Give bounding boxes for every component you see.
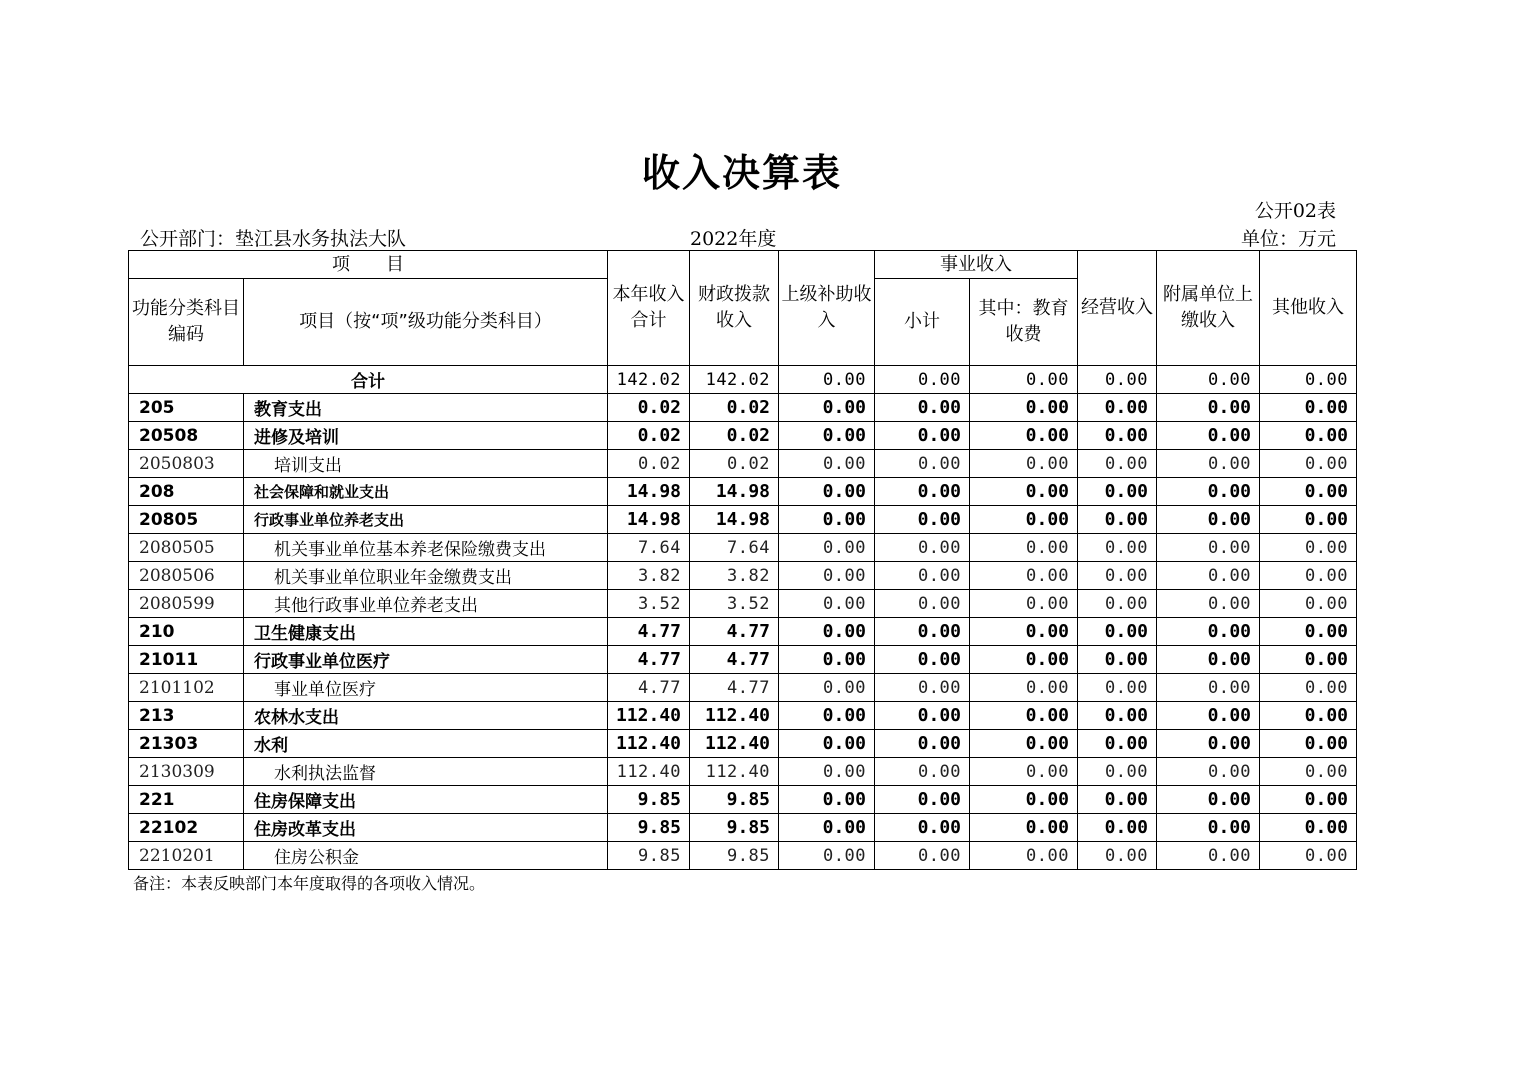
table-row xyxy=(129,562,1357,590)
row-value: 0.00 xyxy=(875,562,970,590)
row-value: 4.77 xyxy=(690,674,779,702)
total-value: 0.00 xyxy=(970,366,1078,394)
row-value: 0.00 xyxy=(779,450,875,478)
row-name: 进修及培训 xyxy=(244,422,608,450)
row-code: 22102 xyxy=(129,814,244,842)
page-title: 收入决算表 xyxy=(641,151,842,195)
header-col6: 经营收入 xyxy=(1078,251,1157,366)
row-value: 14.98 xyxy=(608,478,690,506)
row-value: 4.77 xyxy=(608,646,690,674)
row-value: 9.85 xyxy=(608,814,690,842)
row-value: 0.00 xyxy=(875,506,970,534)
row-value: 4.77 xyxy=(690,618,779,646)
row-value: 0.00 xyxy=(970,646,1078,674)
row-value: 0.00 xyxy=(970,674,1078,702)
row-code: 21011 xyxy=(129,646,244,674)
row-value: 0.00 xyxy=(1260,590,1357,618)
row-value: 0.00 xyxy=(1157,674,1260,702)
row-value: 0.00 xyxy=(779,646,875,674)
row-name: 机关事业单位职业年金缴费支出 xyxy=(244,562,608,590)
row-value: 0.00 xyxy=(1157,562,1260,590)
row-value: 0.00 xyxy=(1078,394,1157,422)
row-value: 0.00 xyxy=(1260,842,1357,870)
row-value: 3.52 xyxy=(608,590,690,618)
table-row xyxy=(129,646,1357,674)
row-code: 210 xyxy=(129,618,244,646)
row-value: 0.00 xyxy=(1260,478,1357,506)
row-value: 0.00 xyxy=(779,422,875,450)
row-value: 0.00 xyxy=(970,730,1078,758)
header-code: 功能分类科目编码 xyxy=(129,279,244,366)
row-value: 0.00 xyxy=(1078,842,1157,870)
row-value: 0.00 xyxy=(970,478,1078,506)
unit-label: 单位：万元 xyxy=(1240,228,1336,250)
row-value: 0.00 xyxy=(1260,786,1357,814)
row-name: 农林水支出 xyxy=(244,702,608,730)
row-value: 0.00 xyxy=(1078,562,1157,590)
row-value: 0.00 xyxy=(1260,674,1357,702)
row-value: 0.00 xyxy=(779,478,875,506)
row-value: 0.00 xyxy=(970,506,1078,534)
row-value: 0.00 xyxy=(1078,646,1157,674)
row-value: 0.00 xyxy=(875,842,970,870)
row-code: 221 xyxy=(129,786,244,814)
total-value: 0.00 xyxy=(1078,366,1157,394)
row-value: 112.40 xyxy=(608,730,690,758)
row-value: 112.40 xyxy=(608,758,690,786)
row-code: 21303 xyxy=(129,730,244,758)
table-row xyxy=(129,394,1357,422)
row-name: 机关事业单位基本养老保险缴费支出 xyxy=(244,534,608,562)
table-row xyxy=(129,618,1357,646)
row-name: 住房改革支出 xyxy=(244,814,608,842)
row-value: 0.00 xyxy=(970,618,1078,646)
row-value: 0.02 xyxy=(690,394,779,422)
row-value: 0.00 xyxy=(1157,758,1260,786)
total-row xyxy=(129,366,1357,394)
row-value: 0.00 xyxy=(875,534,970,562)
header-col3: 上级补助收入 xyxy=(779,251,875,366)
income-table xyxy=(128,250,1357,870)
table-row xyxy=(129,450,1357,478)
header-shiye: 事业收入 xyxy=(875,251,1078,279)
row-name: 事业单位医疗 xyxy=(244,674,608,702)
total-label: 合计 xyxy=(129,366,608,394)
row-value: 0.00 xyxy=(1157,450,1260,478)
row-value: 14.98 xyxy=(690,506,779,534)
row-value: 0.00 xyxy=(779,758,875,786)
row-value: 0.00 xyxy=(875,786,970,814)
row-value: 0.00 xyxy=(1078,730,1157,758)
row-value: 4.77 xyxy=(690,646,779,674)
table-note: 备注：本表反映部门本年度取得的各项收入情况。 xyxy=(133,874,486,893)
table-row xyxy=(129,478,1357,506)
row-code: 208 xyxy=(129,478,244,506)
header-item: 项 目 xyxy=(129,251,608,279)
header-name: 项目（按“项”级功能分类科目） xyxy=(244,279,608,366)
total-value: 0.00 xyxy=(779,366,875,394)
row-value: 7.64 xyxy=(690,534,779,562)
row-value: 0.00 xyxy=(1157,814,1260,842)
row-name: 培训支出 xyxy=(244,450,608,478)
row-value: 0.00 xyxy=(1078,506,1157,534)
row-value: 0.02 xyxy=(608,422,690,450)
table-row xyxy=(129,674,1357,702)
row-value: 0.00 xyxy=(1157,590,1260,618)
row-value: 0.00 xyxy=(970,590,1078,618)
row-code: 2080506 xyxy=(129,562,244,590)
row-value: 0.00 xyxy=(1078,758,1157,786)
row-value: 0.00 xyxy=(1157,394,1260,422)
row-value: 0.00 xyxy=(1260,646,1357,674)
table-row xyxy=(129,730,1357,758)
row-code: 2080599 xyxy=(129,590,244,618)
header-col7: 附属单位上缴收入 xyxy=(1157,251,1260,366)
row-name: 行政事业单位医疗 xyxy=(244,646,608,674)
row-name: 住房公积金 xyxy=(244,842,608,870)
row-value: 0.00 xyxy=(970,702,1078,730)
table-row xyxy=(129,786,1357,814)
row-value: 0.00 xyxy=(779,394,875,422)
row-value: 0.00 xyxy=(875,674,970,702)
row-value: 0.00 xyxy=(779,842,875,870)
row-value: 0.00 xyxy=(970,562,1078,590)
table-row xyxy=(129,842,1357,870)
row-value: 0.00 xyxy=(779,618,875,646)
total-value: 142.02 xyxy=(690,366,779,394)
row-value: 0.00 xyxy=(779,786,875,814)
department-label: 公开部门：垫江县水务执法大队 xyxy=(140,228,407,250)
row-code: 20508 xyxy=(129,422,244,450)
row-value: 0.00 xyxy=(1157,534,1260,562)
row-value: 0.00 xyxy=(1078,674,1157,702)
row-value: 0.00 xyxy=(875,758,970,786)
header-col8: 其他收入 xyxy=(1260,251,1357,366)
row-value: 0.00 xyxy=(1157,702,1260,730)
row-value: 0.02 xyxy=(690,450,779,478)
row-value: 0.00 xyxy=(779,534,875,562)
row-value: 0.00 xyxy=(779,506,875,534)
row-value: 9.85 xyxy=(690,786,779,814)
row-value: 0.00 xyxy=(875,450,970,478)
form-number: 公开02表 xyxy=(1254,200,1336,222)
row-value: 0.00 xyxy=(875,646,970,674)
row-value: 14.98 xyxy=(608,506,690,534)
row-value: 0.00 xyxy=(1260,702,1357,730)
row-value: 0.00 xyxy=(1078,618,1157,646)
total-value: 0.00 xyxy=(1157,366,1260,394)
row-value: 0.00 xyxy=(779,702,875,730)
table-row xyxy=(129,814,1357,842)
row-value: 0.00 xyxy=(1078,814,1157,842)
row-value: 14.98 xyxy=(690,478,779,506)
year-label: 2022年度 xyxy=(690,228,777,250)
row-value: 0.00 xyxy=(1260,562,1357,590)
row-value: 0.00 xyxy=(1157,786,1260,814)
row-value: 0.00 xyxy=(1078,702,1157,730)
row-value: 0.00 xyxy=(1260,422,1357,450)
row-value: 112.40 xyxy=(690,730,779,758)
table-row xyxy=(129,758,1357,786)
row-value: 0.00 xyxy=(779,590,875,618)
row-value: 0.00 xyxy=(970,814,1078,842)
table-row xyxy=(129,506,1357,534)
row-value: 0.00 xyxy=(1157,842,1260,870)
row-value: 0.00 xyxy=(1260,394,1357,422)
meta-row xyxy=(140,224,1336,250)
row-value: 4.77 xyxy=(608,674,690,702)
row-code: 205 xyxy=(129,394,244,422)
row-value: 112.40 xyxy=(608,702,690,730)
row-value: 0.00 xyxy=(875,422,970,450)
row-value: 0.00 xyxy=(1157,478,1260,506)
row-value: 7.64 xyxy=(608,534,690,562)
row-value: 0.00 xyxy=(970,450,1078,478)
row-value: 0.00 xyxy=(970,394,1078,422)
row-value: 9.85 xyxy=(608,786,690,814)
total-value: 142.02 xyxy=(608,366,690,394)
row-name: 住房保障支出 xyxy=(244,786,608,814)
row-value: 0.00 xyxy=(1157,618,1260,646)
total-value: 0.00 xyxy=(875,366,970,394)
row-value: 0.00 xyxy=(1260,730,1357,758)
row-value: 0.00 xyxy=(875,618,970,646)
row-value: 0.00 xyxy=(875,590,970,618)
row-value: 0.00 xyxy=(875,814,970,842)
row-value: 0.00 xyxy=(779,814,875,842)
row-value: 0.02 xyxy=(608,394,690,422)
row-name: 其他行政事业单位养老支出 xyxy=(244,590,608,618)
row-value: 0.00 xyxy=(1157,506,1260,534)
row-value: 0.00 xyxy=(1078,534,1157,562)
row-value: 9.85 xyxy=(608,842,690,870)
row-value: 0.00 xyxy=(1260,534,1357,562)
row-value: 0.00 xyxy=(779,674,875,702)
row-name: 行政事业单位养老支出 xyxy=(244,506,608,534)
row-value: 0.00 xyxy=(875,394,970,422)
row-value: 0.00 xyxy=(1260,758,1357,786)
row-code: 213 xyxy=(129,702,244,730)
row-value: 3.82 xyxy=(690,562,779,590)
row-value: 0.00 xyxy=(875,730,970,758)
row-value: 0.00 xyxy=(1078,422,1157,450)
row-value: 0.00 xyxy=(970,786,1078,814)
row-value: 0.00 xyxy=(970,842,1078,870)
row-value: 0.00 xyxy=(970,534,1078,562)
row-value: 9.85 xyxy=(690,842,779,870)
row-code: 2101102 xyxy=(129,674,244,702)
row-value: 0.00 xyxy=(1157,730,1260,758)
row-value: 0.00 xyxy=(970,422,1078,450)
row-code: 2130309 xyxy=(129,758,244,786)
table-row xyxy=(129,534,1357,562)
row-value: 0.00 xyxy=(779,562,875,590)
row-value: 0.00 xyxy=(1260,618,1357,646)
row-value: 0.02 xyxy=(690,422,779,450)
row-value: 3.82 xyxy=(608,562,690,590)
row-value: 0.00 xyxy=(1157,422,1260,450)
header-col5: 其中：教育收费 xyxy=(970,279,1078,366)
row-value: 3.52 xyxy=(690,590,779,618)
row-name: 水利执法监督 xyxy=(244,758,608,786)
row-value: 0.00 xyxy=(1260,814,1357,842)
header-col2: 财政拨款收入 xyxy=(690,251,779,366)
row-code: 20805 xyxy=(129,506,244,534)
row-name: 社会保障和就业支出 xyxy=(244,478,608,506)
table-row xyxy=(129,422,1357,450)
row-value: 112.40 xyxy=(690,758,779,786)
row-value: 0.00 xyxy=(970,758,1078,786)
row-name: 卫生健康支出 xyxy=(244,618,608,646)
row-value: 0.00 xyxy=(1078,478,1157,506)
row-value: 0.00 xyxy=(1078,450,1157,478)
row-value: 0.00 xyxy=(1078,590,1157,618)
row-value: 112.40 xyxy=(690,702,779,730)
row-value: 4.77 xyxy=(608,618,690,646)
row-value: 9.85 xyxy=(690,814,779,842)
row-value: 0.00 xyxy=(875,478,970,506)
table-row xyxy=(129,702,1357,730)
total-value: 0.00 xyxy=(1260,366,1357,394)
row-value: 0.00 xyxy=(1260,506,1357,534)
header-col4: 小计 xyxy=(875,279,970,366)
row-code: 2210201 xyxy=(129,842,244,870)
row-code: 2080505 xyxy=(129,534,244,562)
row-code: 2050803 xyxy=(129,450,244,478)
row-name: 教育支出 xyxy=(244,394,608,422)
row-value: 0.02 xyxy=(608,450,690,478)
header-col1: 本年收入合计 xyxy=(608,251,690,366)
table-row xyxy=(129,590,1357,618)
row-value: 0.00 xyxy=(1157,646,1260,674)
row-value: 0.00 xyxy=(1260,450,1357,478)
row-name: 水利 xyxy=(244,730,608,758)
row-value: 0.00 xyxy=(779,730,875,758)
row-value: 0.00 xyxy=(1078,786,1157,814)
row-value: 0.00 xyxy=(875,702,970,730)
